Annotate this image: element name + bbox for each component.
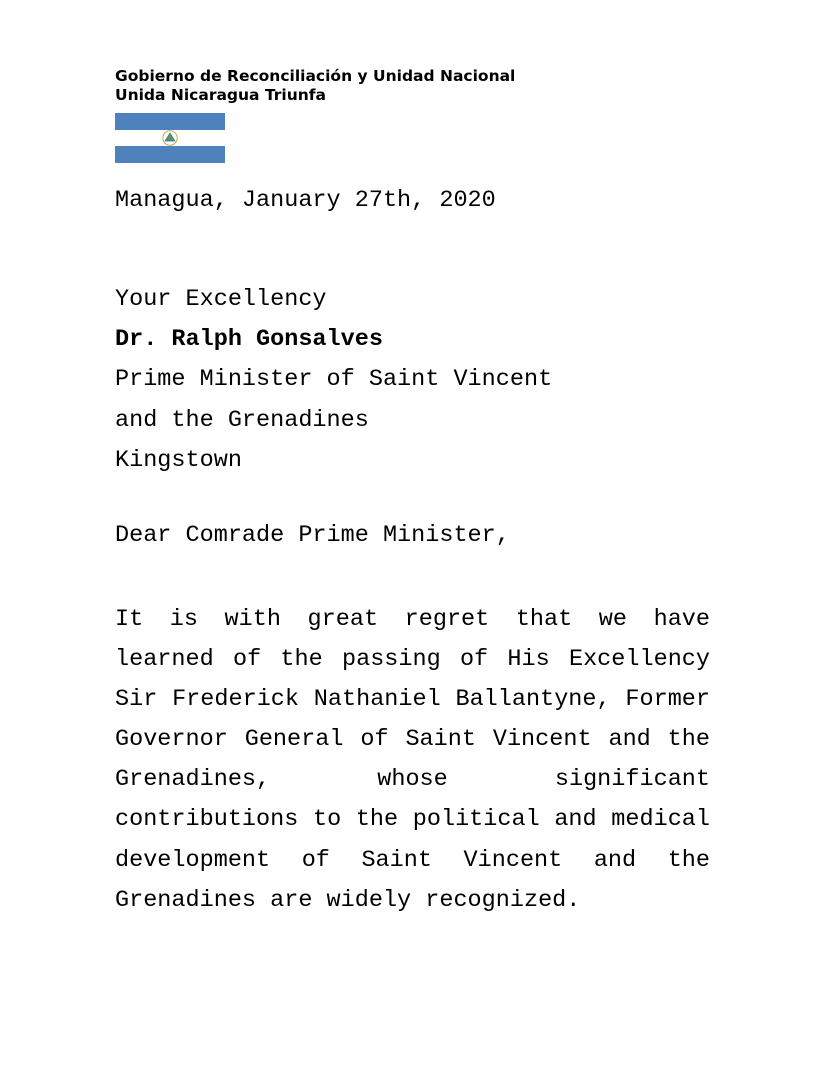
- flag-bottom-stripe: [115, 146, 225, 163]
- recipient-city: Kingstown: [115, 446, 242, 474]
- letterhead: [115, 67, 515, 105]
- letter-salutation: Dear Comrade Prime Minister,: [115, 522, 510, 549]
- recipient-greeting: Your Excellency: [115, 286, 327, 313]
- letterhead-government: Gobierno de Reconciliación y Unidad Nacional: [115, 67, 516, 85]
- recipient-title-line1: Prime Minister of Saint Vincent: [115, 366, 553, 394]
- flag-top-stripe: [115, 113, 225, 130]
- letter-date: Managua, January 27th, 2020: [115, 187, 496, 214]
- recipient-address: [115, 280, 710, 481]
- recipient-name: Dr. Ralph Gonsalves: [115, 326, 383, 354]
- recipient-title-line2: and the Grenadines: [115, 406, 369, 434]
- letter-body-paragraph: It is with great regret that we have learned of the passing of His Excellency Sir Frederick Nathaniel Ballantyne, Former Governor General of Saint Vincent and the Grenadines, whose significant contributions to the political and medical development of Saint Vincent and the Grenadines are widely recognized.: [115, 606, 710, 914]
- nicaragua-flag-icon: [115, 113, 225, 163]
- coat-of-arms-icon: [160, 130, 180, 146]
- flag-middle-stripe: [115, 130, 225, 147]
- letterhead-motto: Unida Nicaragua Triunfa: [115, 86, 327, 104]
